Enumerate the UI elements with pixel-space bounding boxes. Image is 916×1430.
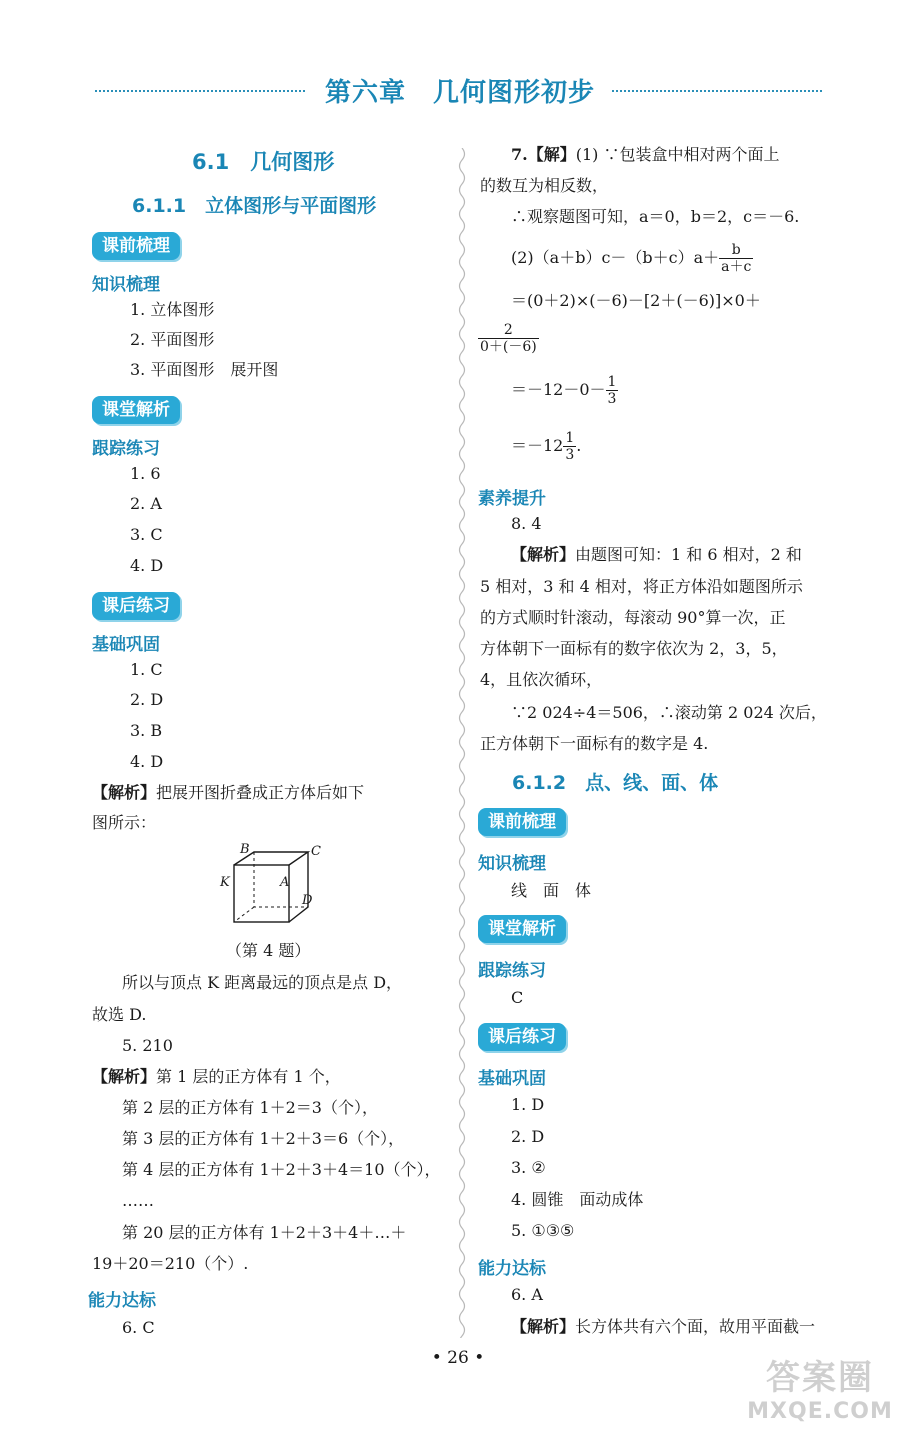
answer-text: (2)（a＋b）c－（b＋c）a＋ — [511, 248, 720, 267]
explanation-line: 第 20 层的正方体有 1＋2＋3＋4＋…＋ — [122, 1223, 407, 1242]
explanation-line — [511, 1316, 815, 1338]
list-item: 3. B — [130, 721, 163, 740]
jie-label: 7.【解】 — [511, 145, 576, 164]
list-item: 2. D — [130, 690, 164, 709]
list-item: 1. 立体图形 — [130, 300, 215, 319]
heading-zhishi: 知识梳理 — [92, 275, 160, 295]
answer-text: ＝－12 — [511, 436, 564, 455]
list-item: 3. 平面图形 展开图 — [130, 360, 279, 379]
list-item: 2. A — [130, 494, 162, 513]
answer-line — [511, 430, 581, 463]
heading-genzong: 跟踪练习 — [92, 439, 160, 459]
dotted-rule-right — [612, 90, 822, 92]
fraction — [606, 374, 619, 407]
list-item: 1. C — [130, 660, 163, 679]
jiexi-label: 【解析】 — [511, 545, 576, 564]
vertex-label-b: B — [240, 842, 250, 857]
list-item: 6. C — [122, 1318, 155, 1337]
explanation-line: 方体朝下一面标有的数字依次为 2，3，5， — [480, 639, 788, 658]
list-item: 3. ② — [511, 1158, 546, 1177]
list-item: 4. D — [130, 752, 164, 771]
list-item: 4. D — [130, 556, 164, 575]
list-item: 8. 4 — [511, 514, 542, 533]
answer-text: (1) ∵包装盒中相对两个面上 — [575, 145, 780, 164]
vertex-label-d: D — [302, 893, 313, 908]
denominator: 3 — [565, 447, 575, 463]
explanation-line: …… — [122, 1191, 154, 1210]
watermark-bottom: MXQE.COM — [747, 1399, 893, 1424]
heading-nengli: 能力达标 — [88, 1291, 156, 1311]
column-divider — [456, 148, 468, 1338]
explanation-line: 图所示： — [92, 813, 157, 832]
heading-genzong: 跟踪练习 — [478, 961, 546, 981]
list-item: C — [511, 988, 524, 1007]
explanation-line — [92, 1066, 341, 1088]
heading-jichu: 基础巩固 — [92, 635, 160, 655]
explanation-line: ∵2 024÷4＝506，∴滚动第 2 024 次后， — [511, 703, 827, 722]
badge-kehou: 课后练习 — [92, 592, 180, 620]
explanation-line: 4，且依次循环， — [480, 670, 603, 689]
answer-text: ＝－12－0－ — [511, 380, 606, 399]
badge-kecian: 课前梳理 — [92, 232, 180, 260]
answer-line — [511, 242, 753, 275]
list-item: 6. A — [511, 1285, 543, 1304]
fraction — [563, 430, 576, 463]
list-item: 1. D — [511, 1095, 545, 1114]
vertex-label-c: C — [311, 844, 321, 859]
page-number: • 26 • — [431, 1348, 485, 1368]
badge-kehou: 课后练习 — [478, 1023, 566, 1051]
list-item: 5. ①③⑤ — [511, 1221, 575, 1240]
explanation-line: 19＋20＝210（个）. — [92, 1254, 249, 1273]
explanation-text: 由题图可知：1 和 6 相对，2 和 — [575, 545, 802, 564]
explanation-line: 5 相对，3 和 4 相对，将正方体沿如题图所示 — [480, 577, 803, 596]
explanation-line: 正方体朝下一面标有的数字是 4. — [480, 734, 709, 753]
explanation-line: 故选 D. — [92, 1005, 147, 1024]
explanation-text: 第 1 层的正方体有 1 个， — [156, 1067, 341, 1086]
watermark-logo — [735, 1350, 905, 1424]
chapter-title: 第六章 几何图形初步 — [324, 78, 595, 108]
vertex-label-k: K — [220, 875, 230, 890]
badge-ketang: 课堂解析 — [92, 396, 180, 424]
answer-text: . — [576, 436, 582, 455]
explanation-line — [92, 782, 364, 804]
fraction — [478, 322, 539, 355]
explanation-line — [511, 544, 802, 566]
explanation-text: 长方体共有六个面，故用平面截一 — [575, 1317, 816, 1336]
chapter-header — [0, 70, 916, 110]
answer-line: ∴观察题图可知，a＝0，b＝2，c＝－6. — [511, 207, 800, 226]
answer-line: 的数互为相反数， — [480, 176, 609, 195]
numerator: 2 — [478, 322, 539, 339]
list-item: 3. C — [130, 525, 163, 544]
heading-suyang: 素养提升 — [478, 489, 546, 509]
explanation-line: 所以与顶点 K 距离最远的顶点是点 D， — [122, 973, 403, 992]
answer-line — [511, 374, 618, 407]
subsection-title: 6.1.2 点、线、面、体 — [512, 772, 719, 794]
numerator: 1 — [607, 374, 617, 390]
section-title: 6.1 几何图形 — [192, 150, 335, 174]
explanation-text: 把展开图折叠成正方体后如下 — [156, 783, 365, 802]
jiexi-label: 【解析】 — [92, 783, 157, 802]
list-item: 1. 6 — [130, 464, 161, 483]
list-item: 5. 210 — [122, 1036, 173, 1055]
explanation-line: 第 3 层的正方体有 1＋2＋3＝6（个）， — [122, 1129, 405, 1148]
subsection-title: 6.1.1 立体图形与平面图形 — [132, 195, 377, 217]
answer-line: ＝(0＋2)×(－6)－[2＋(－6)]×0＋ — [511, 291, 761, 310]
denominator: 3 — [607, 391, 617, 407]
dotted-rule-left — [95, 90, 305, 92]
numerator: b — [719, 242, 753, 259]
heading-zhishi: 知识梳理 — [478, 854, 546, 874]
jiexi-label: 【解析】 — [511, 1317, 576, 1336]
badge-kecian: 课前梳理 — [478, 808, 566, 836]
answer-line — [511, 144, 779, 166]
list-item: 2. D — [511, 1127, 545, 1146]
denominator: a＋c — [721, 259, 752, 275]
jiexi-label: 【解析】 — [92, 1067, 157, 1086]
watermark-top: 答案圈 — [766, 1358, 874, 1398]
heading-nengli: 能力达标 — [478, 1259, 546, 1279]
explanation-line: 的方式顺时针滚动，每滚动 90°算一次，正 — [480, 608, 786, 627]
denominator: 0＋(－6) — [480, 339, 537, 355]
list-item: 线 面 体 — [511, 881, 592, 900]
explanation-line: 第 4 层的正方体有 1＋2＋3＋4＝10（个）， — [122, 1160, 441, 1179]
figure-caption: （第 4 题） — [226, 941, 311, 960]
badge-ketang: 课堂解析 — [478, 915, 566, 943]
cube-figure — [212, 840, 322, 940]
list-item: 2. 平面图形 — [130, 330, 215, 349]
heading-jichu: 基础巩固 — [478, 1069, 546, 1089]
list-item: 4. 圆锥 面动成体 — [511, 1190, 644, 1209]
answer-line — [478, 322, 539, 355]
numerator: 1 — [565, 430, 575, 446]
explanation-line: 第 2 层的正方体有 1＋2＝3（个）， — [122, 1098, 378, 1117]
vertex-label-a: A — [280, 875, 290, 890]
fraction — [719, 242, 753, 275]
